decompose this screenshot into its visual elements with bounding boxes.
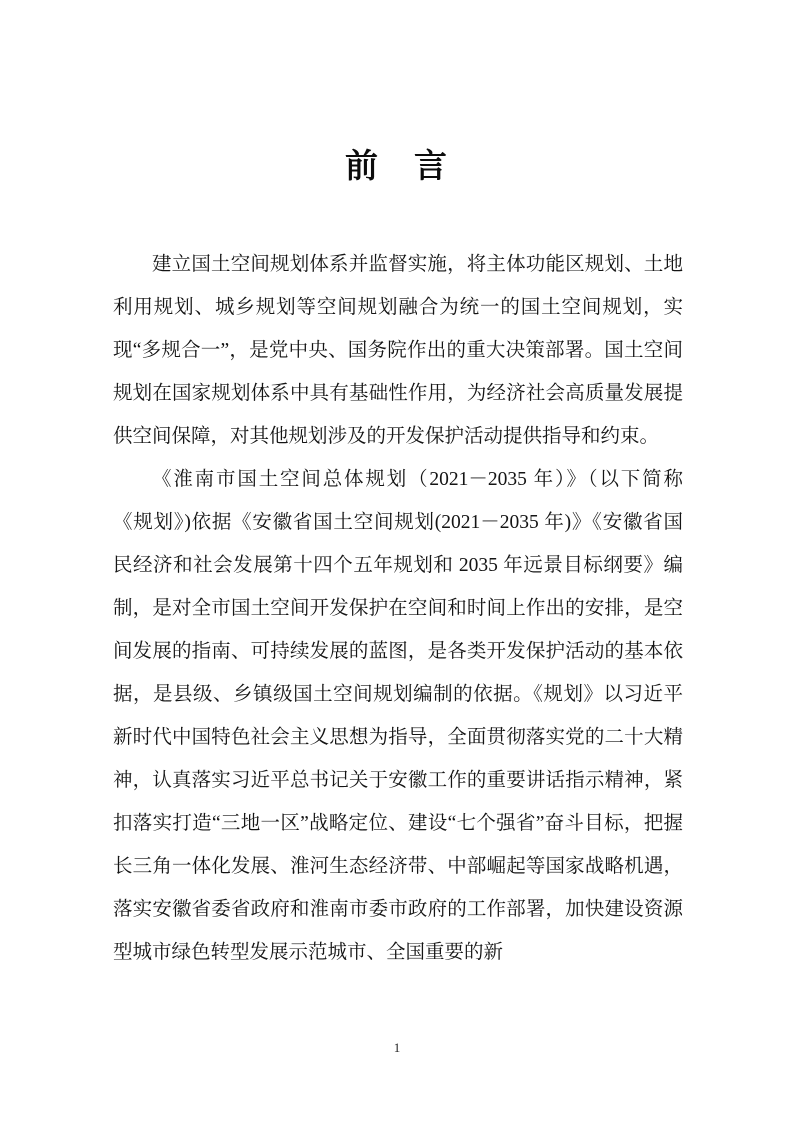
page-title-char-1: 前 (345, 149, 380, 185)
body-text (113, 243, 683, 974)
page-number: 1 (393, 1040, 401, 1055)
paragraph-1: 建立国土空间规划体系并监督实施，将主体功能区规划、土地利用规划、城乡规划等空间规划融合为统一的国土空间规划，实现“多规合一”，是党中央、国务院作出的重大决策部署。国土空间规划在国家规划体系中具有基础性作用，为经济社会高质量发展提供空间保障，对其他规划涉及的开发保护活动提供指导和约束。 (113, 254, 683, 447)
paragraph-2: 《淮南市国土空间总体规划（2021－2035 年）》（以下简称《规划》)依据《安徽省国土空间规划(2021－2035 年)》《安徽省国民经济和社会发展第十四个五年规划和 2035 年远景目标纲要》编制，是对全市国土空间开发保护在空间和时间上作出的安排，是空间发展的指南、可持续发展的蓝图，是各类开发保护活动的基本依据，是县级、乡镇级国土空间规划编制的依据。《规划》以习近平新时代中国特色社会主义思想为指导，全面贯彻落实党的二十大精神，认真落实习近平总书记关于安徽工作的重要讲话指示精神，紧扣落实打造“三地一区”战略定位、建设“七个强省”奋斗目标，把握长三角一体化发展、淮河生态经济带、中部崛起等国家战略机遇，落实安徽省委省政府和淮南市委市政府的工作部署，加快建设资源型城市绿色转型发展示范城市、全国重要的新 (113, 469, 683, 963)
page-title-char-2: 言 (414, 149, 449, 185)
page-title (0, 140, 794, 187)
